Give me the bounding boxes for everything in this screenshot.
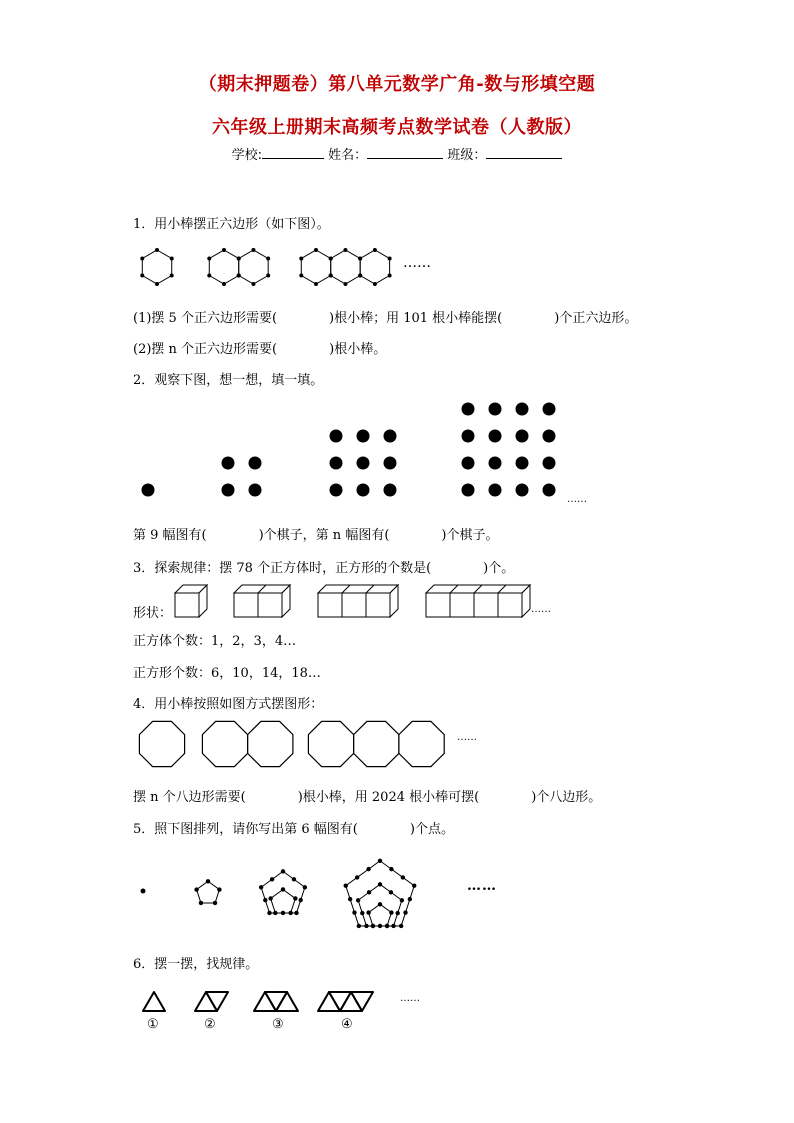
point	[281, 869, 285, 873]
stick-joint	[170, 257, 174, 261]
point	[292, 877, 296, 881]
school-label: 学校:	[231, 148, 263, 163]
title-line-1: （期末押题卷）第八单元数学广角-数与形填空题	[198, 74, 596, 95]
stick-joint	[299, 274, 303, 278]
q1-ellipsis: ……	[403, 255, 431, 271]
cube-front-face	[234, 593, 258, 617]
q3-cube-figures	[170, 580, 540, 620]
point	[412, 884, 416, 888]
chess-piece-dot	[222, 484, 235, 497]
stick-joint	[388, 274, 392, 278]
q6-label-3: ③	[272, 1017, 284, 1032]
point	[303, 885, 307, 889]
stick-joint	[329, 274, 333, 278]
point	[408, 897, 412, 901]
stick-joint	[140, 274, 144, 278]
chess-piece-dot	[249, 484, 262, 497]
q2-stem: 2．观察下图，想一想，填一填。	[133, 373, 324, 388]
chess-piece-dot	[357, 430, 370, 443]
q6-ellipsis: ……	[400, 993, 420, 1004]
cube-front-face	[426, 593, 450, 617]
stick-joint	[170, 274, 174, 278]
chess-piece-dot	[543, 484, 556, 497]
point	[403, 910, 407, 914]
q3-cube-counts: 正方体个数：1，2，3，4…	[133, 634, 297, 649]
point	[371, 924, 375, 928]
pentagon	[197, 881, 220, 903]
q1-part2: (2)摆 n 个正六边形需要( )根小棒。	[133, 342, 387, 357]
hexagon	[331, 250, 360, 284]
q6-stem: 6．摆一摆，找规律。	[133, 957, 259, 972]
cube-front-face	[318, 593, 342, 617]
point	[389, 910, 393, 914]
point	[217, 887, 221, 891]
stick-joint	[358, 257, 362, 261]
chess-piece-dot	[543, 457, 556, 470]
stick-joint	[373, 248, 377, 252]
point	[395, 911, 399, 915]
chess-piece-dot	[462, 484, 475, 497]
octagon	[139, 721, 184, 766]
cube-front-face	[342, 593, 366, 617]
point	[366, 867, 370, 871]
chess-piece-dot	[543, 430, 556, 443]
octagon	[399, 721, 444, 766]
point	[259, 885, 263, 889]
stick-joint	[222, 282, 226, 286]
stick-joint	[329, 257, 333, 261]
point	[206, 879, 210, 883]
q4-stem: 4．用小棒按照如图方式摆图形：	[133, 697, 324, 712]
stick-joint	[388, 257, 392, 261]
q1-stem: 1．用小棒摆正六边形（如下图）。	[133, 217, 330, 232]
point	[355, 875, 359, 879]
chess-piece-dot	[462, 403, 475, 416]
pentagon	[261, 871, 305, 913]
chess-piece-dot	[516, 403, 529, 416]
chess-piece-dot	[462, 430, 475, 443]
point	[194, 887, 198, 891]
chess-piece-dot	[330, 484, 343, 497]
stick-joint	[207, 257, 211, 261]
point	[401, 875, 405, 879]
hexagon	[142, 250, 171, 284]
school-field[interactable]	[262, 145, 324, 159]
chess-piece-dot	[384, 430, 397, 443]
point	[356, 898, 360, 902]
cube-front-face	[474, 593, 498, 617]
chess-piece-dot	[543, 403, 556, 416]
point	[263, 898, 267, 902]
class-field[interactable]	[486, 145, 562, 159]
stick-joint	[266, 257, 270, 261]
q3-square-counts: 正方形个数：6，10，14，18…	[133, 666, 321, 681]
chess-piece-dot	[222, 457, 235, 470]
point	[281, 887, 285, 891]
stick-joint	[343, 282, 347, 286]
stick-triangle	[340, 992, 362, 1011]
stick-joint	[266, 274, 270, 278]
chess-piece-dot	[489, 457, 502, 470]
stick-joint	[237, 274, 241, 278]
point	[268, 896, 272, 900]
q2-ellipsis: ……	[567, 494, 587, 505]
stick-triangle	[329, 992, 351, 1011]
point	[360, 911, 364, 915]
octagon	[354, 721, 399, 766]
stick-joint	[358, 274, 362, 278]
student-info-row	[0, 144, 794, 163]
stick-triangle	[276, 992, 298, 1011]
point	[213, 901, 217, 905]
point	[141, 889, 146, 894]
q1-part1: (1)摆 5 个正六边形需要( )根小棒；用 101 根小棒能摆( )个正六边形。	[133, 311, 638, 326]
name-field[interactable]	[367, 145, 443, 159]
chess-piece-dot	[330, 430, 343, 443]
stick-triangle	[143, 992, 165, 1011]
point	[385, 924, 389, 928]
stick-triangle	[206, 992, 228, 1011]
octagon	[202, 721, 247, 766]
stick-joint	[237, 257, 241, 261]
title-line-2: 六年级上册期末高频考点数学试卷（人教版）	[212, 117, 582, 138]
chess-piece-dot	[516, 457, 529, 470]
cube-front-face	[450, 593, 474, 617]
pentagon	[271, 889, 296, 913]
chess-piece-dot	[142, 484, 155, 497]
octagon	[308, 721, 353, 766]
octagon	[248, 721, 293, 766]
point	[378, 882, 382, 886]
q1-hexagon-figures	[130, 240, 450, 295]
hexagon	[239, 250, 268, 284]
hexagon	[209, 250, 238, 284]
cube-front-face	[175, 593, 199, 617]
point	[352, 910, 356, 914]
chess-piece-dot	[384, 457, 397, 470]
point	[366, 910, 370, 914]
stick-joint	[299, 257, 303, 261]
q4-octagon-figures	[130, 715, 460, 775]
point	[357, 924, 361, 928]
point	[281, 911, 285, 915]
q2-dot-grids	[130, 400, 580, 510]
stick-joint	[251, 282, 255, 286]
pentagon	[346, 861, 414, 926]
point	[348, 897, 352, 901]
point	[199, 901, 203, 905]
q3-stem: 3．探索规律：摆 78 个正方体时，正方形的个数是( )个。	[133, 561, 515, 576]
chess-piece-dot	[516, 430, 529, 443]
chess-piece-dot	[357, 484, 370, 497]
point	[367, 890, 371, 894]
stick-triangle	[254, 992, 276, 1011]
chess-piece-dot	[489, 430, 502, 443]
point	[389, 890, 393, 894]
point	[270, 877, 274, 881]
stick-joint	[343, 248, 347, 252]
q6-label-1: ①	[147, 1017, 159, 1032]
class-label: 班级：	[447, 148, 487, 163]
point	[389, 867, 393, 871]
point	[293, 896, 297, 900]
q4-ellipsis: ……	[457, 732, 477, 743]
q5-ellipsis: ……	[467, 878, 497, 894]
stick-joint	[373, 282, 377, 286]
cube-front-face	[258, 593, 282, 617]
stick-joint	[155, 282, 159, 286]
chess-piece-dot	[357, 457, 370, 470]
point	[298, 898, 302, 902]
stick-joint	[222, 248, 226, 252]
chess-piece-dot	[384, 484, 397, 497]
point	[344, 884, 348, 888]
chess-piece-dot	[516, 484, 529, 497]
q6-triangle-figures	[130, 985, 400, 1015]
chess-piece-dot	[249, 457, 262, 470]
stick-joint	[314, 282, 318, 286]
cube-front-face	[366, 593, 390, 617]
q5-stem: 5．照下图排列，请你写出第 6 幅图有( )个点。	[133, 822, 454, 837]
stick-joint	[207, 274, 211, 278]
stick-joint	[140, 257, 144, 261]
name-label: 姓名：	[328, 148, 368, 163]
q6-label-2: ②	[204, 1017, 216, 1032]
cube-top-face	[318, 585, 398, 593]
chess-piece-dot	[330, 457, 343, 470]
cube-front-face	[498, 593, 522, 617]
stick-triangle	[265, 992, 287, 1011]
stick-triangle	[318, 992, 340, 1011]
stick-joint	[155, 248, 159, 252]
stick-joint	[251, 248, 255, 252]
stick-triangle	[195, 992, 217, 1011]
hexagon	[360, 250, 389, 284]
q4-text: 摆 n 个八边形需要( )根小棒，用 2024 根小棒可摆( )个八边形。	[133, 790, 602, 805]
q3-ellipsis: ……	[531, 604, 551, 615]
q3-shape-label: 形状：	[133, 606, 173, 621]
point	[294, 911, 298, 915]
chess-piece-dot	[462, 457, 475, 470]
point	[378, 859, 382, 863]
stick-triangle	[351, 992, 373, 1011]
pentagon	[369, 904, 392, 926]
chess-piece-dot	[489, 484, 502, 497]
q5-pentagon-dot-figures	[130, 845, 430, 930]
point	[267, 911, 271, 915]
point	[378, 902, 382, 906]
point	[400, 898, 404, 902]
q6-label-4: ④	[341, 1017, 353, 1032]
q2-text: 第 9 幅图有( )个棋子，第 n 幅图有( )个棋子。	[133, 528, 499, 543]
stick-joint	[314, 248, 318, 252]
chess-piece-dot	[489, 403, 502, 416]
point	[399, 924, 403, 928]
hexagon	[301, 250, 330, 284]
